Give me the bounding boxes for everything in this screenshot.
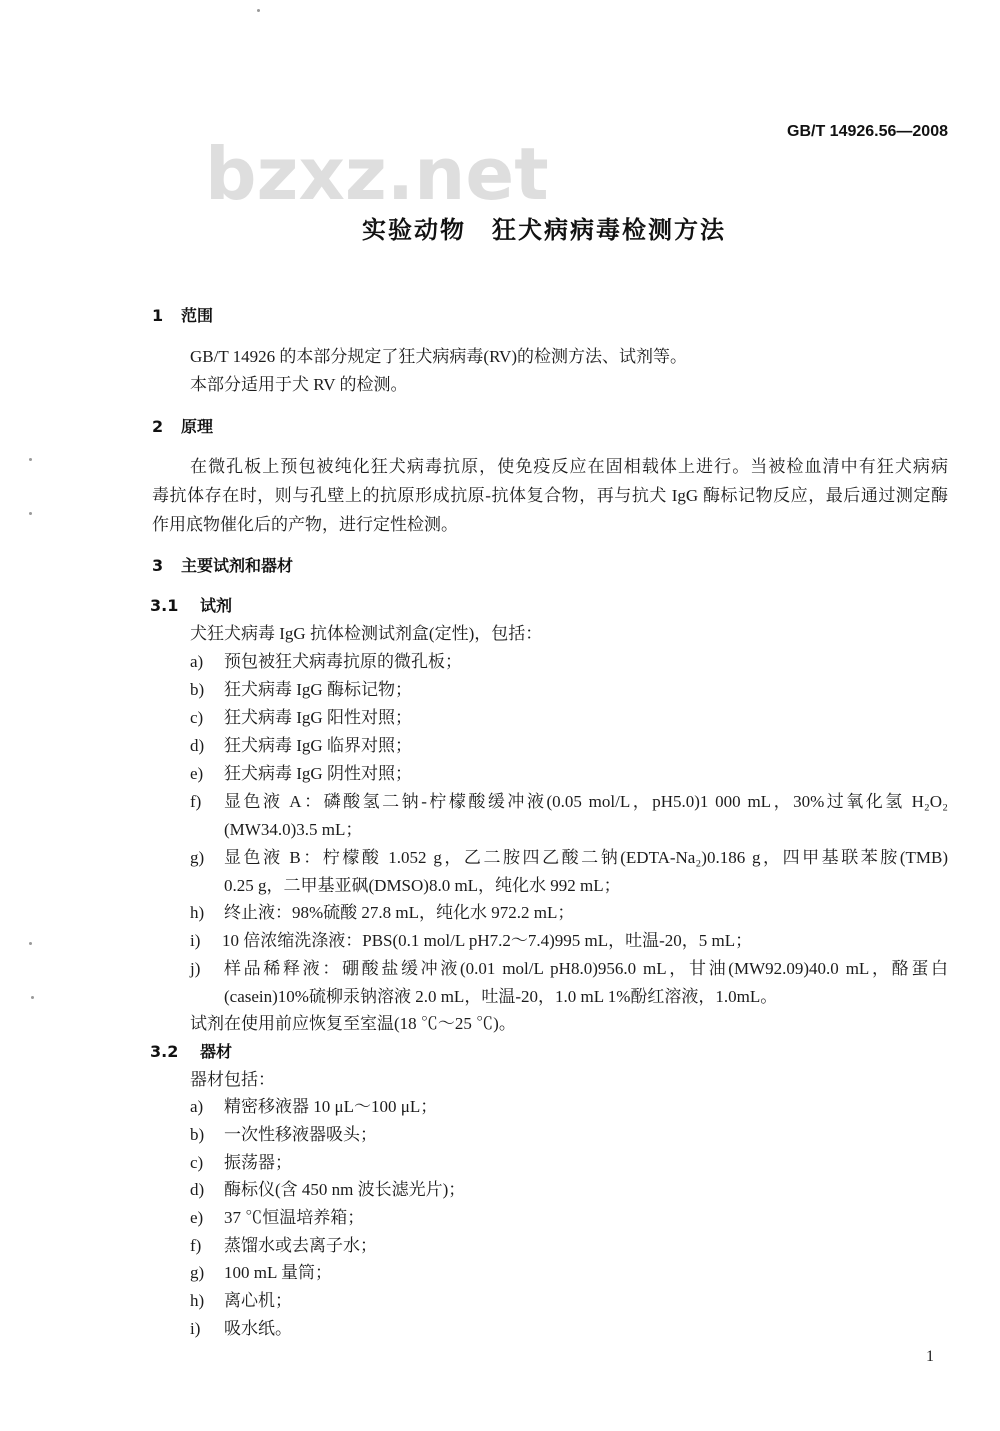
section-2-line: 作用底物催化后的产物，进行定性检测。 xyxy=(152,515,458,534)
reagent-item-label: c) xyxy=(190,708,204,727)
standard-number: GB/T 14926.56—2008 xyxy=(787,123,948,140)
scan-speck xyxy=(29,512,32,515)
equipment-item-text: 振荡器； xyxy=(224,1153,292,1172)
equipment-item-text: 一次性移液器吸头； xyxy=(224,1125,377,1144)
section-1-number: 1 xyxy=(152,306,164,325)
reagent-item-text: 10 倍浓缩洗涤液：PBS(0.1 mol/L pH7.2～7.4)995 mL，吐温-20，5 mL； xyxy=(222,931,753,950)
document-title: 实验动物 狂犬病病毒检测方法 xyxy=(362,216,726,244)
section-2-line: 毒抗体存在时，则与孔壁上的抗原形成抗原-抗体复合物，再与抗犬 IgG 酶标记物反应，最后通过测定酶 xyxy=(152,486,948,505)
section-3-1-number: 3.1 xyxy=(150,596,179,615)
reagent-item-label: g) xyxy=(190,848,205,867)
reagent-item-text: 狂犬病毒 IgG 酶标记物； xyxy=(224,680,412,699)
equipment-item-text: 蒸馏水或去离子水； xyxy=(224,1236,377,1255)
section-2-heading: 原理 xyxy=(181,417,214,436)
equipment-intro: 器材包括： xyxy=(190,1070,275,1089)
reagent-note: 试剂在使用前应恢复至室温(18 ℃～25 ℃)。 xyxy=(190,1014,516,1033)
equipment-item-label: b) xyxy=(190,1125,205,1144)
reagent-item-text: 终止液：98%硫酸 27.8 mL，纯化水 972.2 mL； xyxy=(224,903,575,922)
reagent-item-label: i) xyxy=(190,931,201,950)
reagent-item-label: f) xyxy=(190,792,202,811)
section-3-2-number: 3.2 xyxy=(150,1042,179,1061)
reagent-item-text-continued: (casein)10%硫柳汞钠溶液 2.0 mL，吐温-20，1.0 mL 1%酚红溶液，1.0mL。 xyxy=(224,987,778,1006)
equipment-item-text: 吸水纸。 xyxy=(224,1319,292,1338)
page-number: 1 xyxy=(926,1348,934,1365)
section-1-heading: 范围 xyxy=(181,306,214,325)
equipment-item-label: f) xyxy=(190,1236,202,1255)
equipment-item-label: i) xyxy=(190,1319,201,1338)
equipment-item-label: c) xyxy=(190,1153,204,1172)
section-3-1-heading: 试剂 xyxy=(200,596,233,615)
equipment-item-text: 100 mL 量筒； xyxy=(224,1263,332,1282)
reagent-item-text: 狂犬病毒 IgG 阴性对照； xyxy=(224,764,412,783)
reagent-item-text: 显色液 A：磷酸氢二钠-柠檬酸缓冲液(0.05 mol/L，pH5.0)1 000 mL，30%过氧化氢 H₂O₂ xyxy=(224,792,948,811)
equipment-item-text: 酶标仪(含 450 nm 波长滤光片)； xyxy=(224,1180,466,1199)
reagent-item-text: 样品稀释液：硼酸盐缓冲液(0.01 mol/L pH8.0)956.0 mL，甘油(MW92.09)40.0 mL，酪蛋白 xyxy=(224,959,948,978)
section-3-heading: 主要试剂和器材 xyxy=(181,556,294,575)
reagent-item-text: 预包被狂犬病毒抗原的微孔板； xyxy=(224,652,462,671)
section-1-line: 本部分适用于犬 RV 的检测。 xyxy=(190,375,408,394)
equipment-item-label: d) xyxy=(190,1180,205,1199)
equipment-item-text: 37 ℃恒温培养箱； xyxy=(224,1208,365,1227)
reagent-item-label: b) xyxy=(190,680,205,699)
equipment-item-text: 精密移液器 10 μL～100 μL； xyxy=(224,1097,438,1116)
scan-speck xyxy=(29,458,32,461)
reagent-item-label: a) xyxy=(190,652,204,671)
section-1-line: GB/T 14926 的本部分规定了狂犬病病毒(RV)的检测方法、试剂等。 xyxy=(190,347,687,366)
section-2-line: 在微孔板上预包被纯化狂犬病毒抗原，使免疫反应在固相载体上进行。当被检血清中有狂犬病病 xyxy=(190,457,948,476)
reagent-item-text-continued: 0.25 g，二甲基亚砜(DMSO)8.0 mL，纯化水 992 mL； xyxy=(224,876,621,895)
reagent-item-label: h) xyxy=(190,903,205,922)
watermark: bzxz.net xyxy=(205,132,549,216)
equipment-item-label: h) xyxy=(190,1291,205,1310)
scan-speck xyxy=(31,996,34,999)
section-3-number: 3 xyxy=(152,556,164,575)
reagent-kit-intro: 犬狂犬病毒 IgG 抗体检测试剂盒(定性)，包括： xyxy=(190,624,543,643)
equipment-item-label: a) xyxy=(190,1097,204,1116)
scan-speck xyxy=(257,9,260,12)
reagent-item-text: 狂犬病毒 IgG 阳性对照； xyxy=(224,708,412,727)
reagent-item-text: 显色液 B：柠檬酸 1.052 g，乙二胺四乙酸二钠(EDTA-Na₂)0.186 g，四甲基联苯胺(TMB) xyxy=(224,848,948,867)
reagent-item-text-continued: (MW34.0)3.5 mL； xyxy=(224,820,363,839)
scan-speck xyxy=(29,942,32,945)
section-2-number: 2 xyxy=(152,417,164,436)
section-3-2-heading: 器材 xyxy=(200,1042,233,1061)
equipment-item-label: e) xyxy=(190,1208,204,1227)
reagent-item-label: e) xyxy=(190,764,204,783)
reagent-item-text: 狂犬病毒 IgG 临界对照； xyxy=(224,736,412,755)
reagent-item-label: d) xyxy=(190,736,205,755)
equipment-item-text: 离心机； xyxy=(224,1291,292,1310)
reagent-item-label: j) xyxy=(190,959,201,978)
equipment-item-label: g) xyxy=(190,1263,205,1282)
